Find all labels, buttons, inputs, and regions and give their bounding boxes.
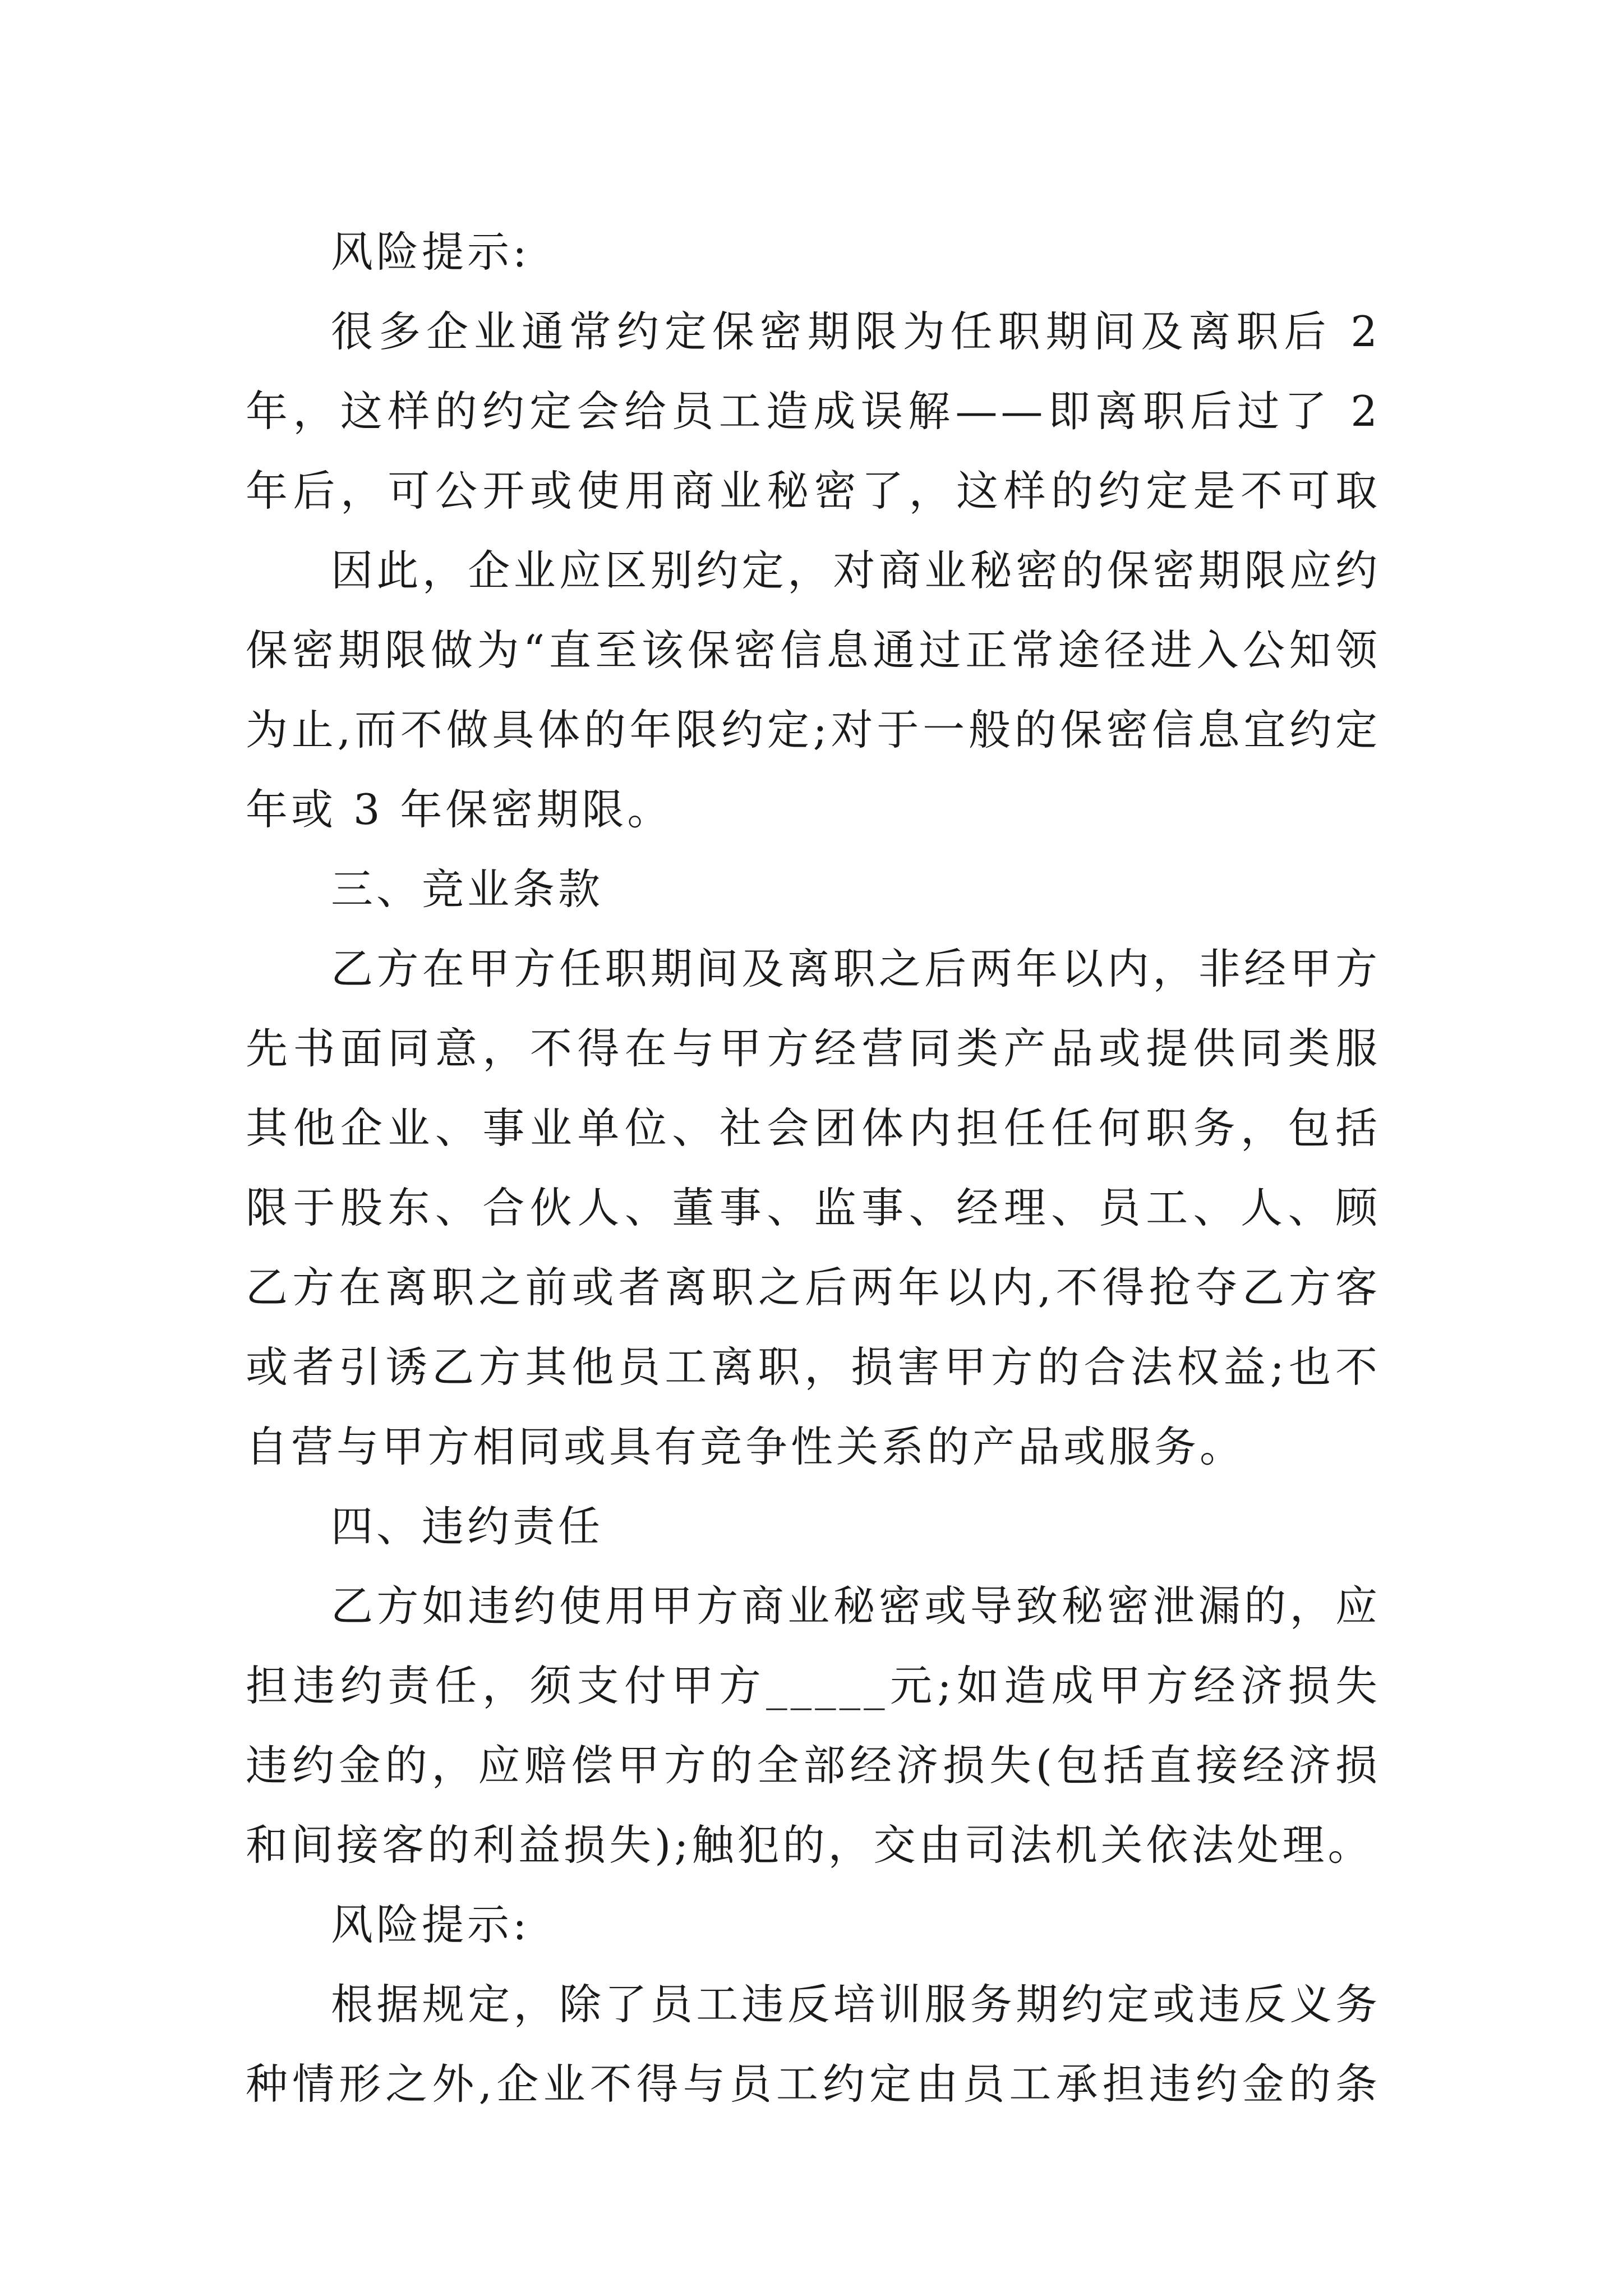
paragraph-line: 乙方在离职之前或者离职之后两年以内,不得抢夺乙方客 xyxy=(246,1263,1381,1312)
paragraph-line: 很多企业通常约定保密期限为任职期间及离职后 2 xyxy=(331,307,1381,356)
paragraph-line: 或者引诱乙方其他员工离职，损害甲方的合法权益;也不 xyxy=(246,1342,1381,1392)
paragraph-line: 年，这样的约定会给员工造成误解——即离职后过了 2 xyxy=(246,386,1381,436)
paragraph-line: 和间接客的利益损失);触犯的，交由司法机关依法处理。 xyxy=(246,1820,1373,1870)
paragraph-line: 根据规定，除了员工违反培训服务期约定或违反义务 xyxy=(331,1980,1381,2029)
paragraph-line: 担违约责任，须支付甲方_____元;如造成甲方经济损失 xyxy=(246,1661,1381,1710)
paragraph-line: 年后，可公开或使用商业秘密了，这样的约定是不可取 xyxy=(246,466,1381,516)
paragraph-line: 保密期限做为“直至该保密信息通过正常途径进入公知领 xyxy=(246,625,1381,675)
paragraph-line: 限于股东、合伙人、董事、监事、经理、员工、人、顾 xyxy=(246,1183,1381,1232)
paragraph-line: 乙方在甲方任职期间及离职之后两年以内，非经甲方 xyxy=(331,944,1381,993)
paragraph-heading-risk-tip: 风险提示: xyxy=(331,227,531,277)
paragraph-line: 其他企业、事业单位、社会团体内担任任何职务，包括 xyxy=(246,1103,1381,1153)
paragraph-line: 乙方如违约使用甲方商业秘密或导致秘密泄漏的，应 xyxy=(331,1581,1381,1631)
paragraph-line: 年或 3 年保密期限。 xyxy=(246,785,673,834)
paragraph-heading-risk-tip: 风险提示: xyxy=(331,1900,531,1949)
paragraph-line: 为止,而不做具体的年限约定;对于一般的保密信息宜约定 xyxy=(246,705,1381,754)
section-heading-breach-liability: 四、违约责任 xyxy=(331,1502,604,1551)
paragraph-line: 自营与甲方相同或具有竞争性关系的产品或服务。 xyxy=(246,1422,1246,1471)
section-heading-non-compete: 三、竞业条款 xyxy=(331,864,604,914)
paragraph-line: 违约金的，应赔偿甲方的全部经济损失(包括直接经济损 xyxy=(246,1741,1381,1790)
paragraph-line: 因此，企业应区别约定，对商业秘密的保密期限应约 xyxy=(331,546,1381,595)
paragraph-line: 先书面同意，不得在与甲方经营同类产品或提供同类服 xyxy=(246,1024,1381,1073)
document-page xyxy=(246,212,1381,2124)
paragraph-line: 种情形之外,企业不得与员工约定由员工承担违约金的条 xyxy=(246,2059,1381,2109)
